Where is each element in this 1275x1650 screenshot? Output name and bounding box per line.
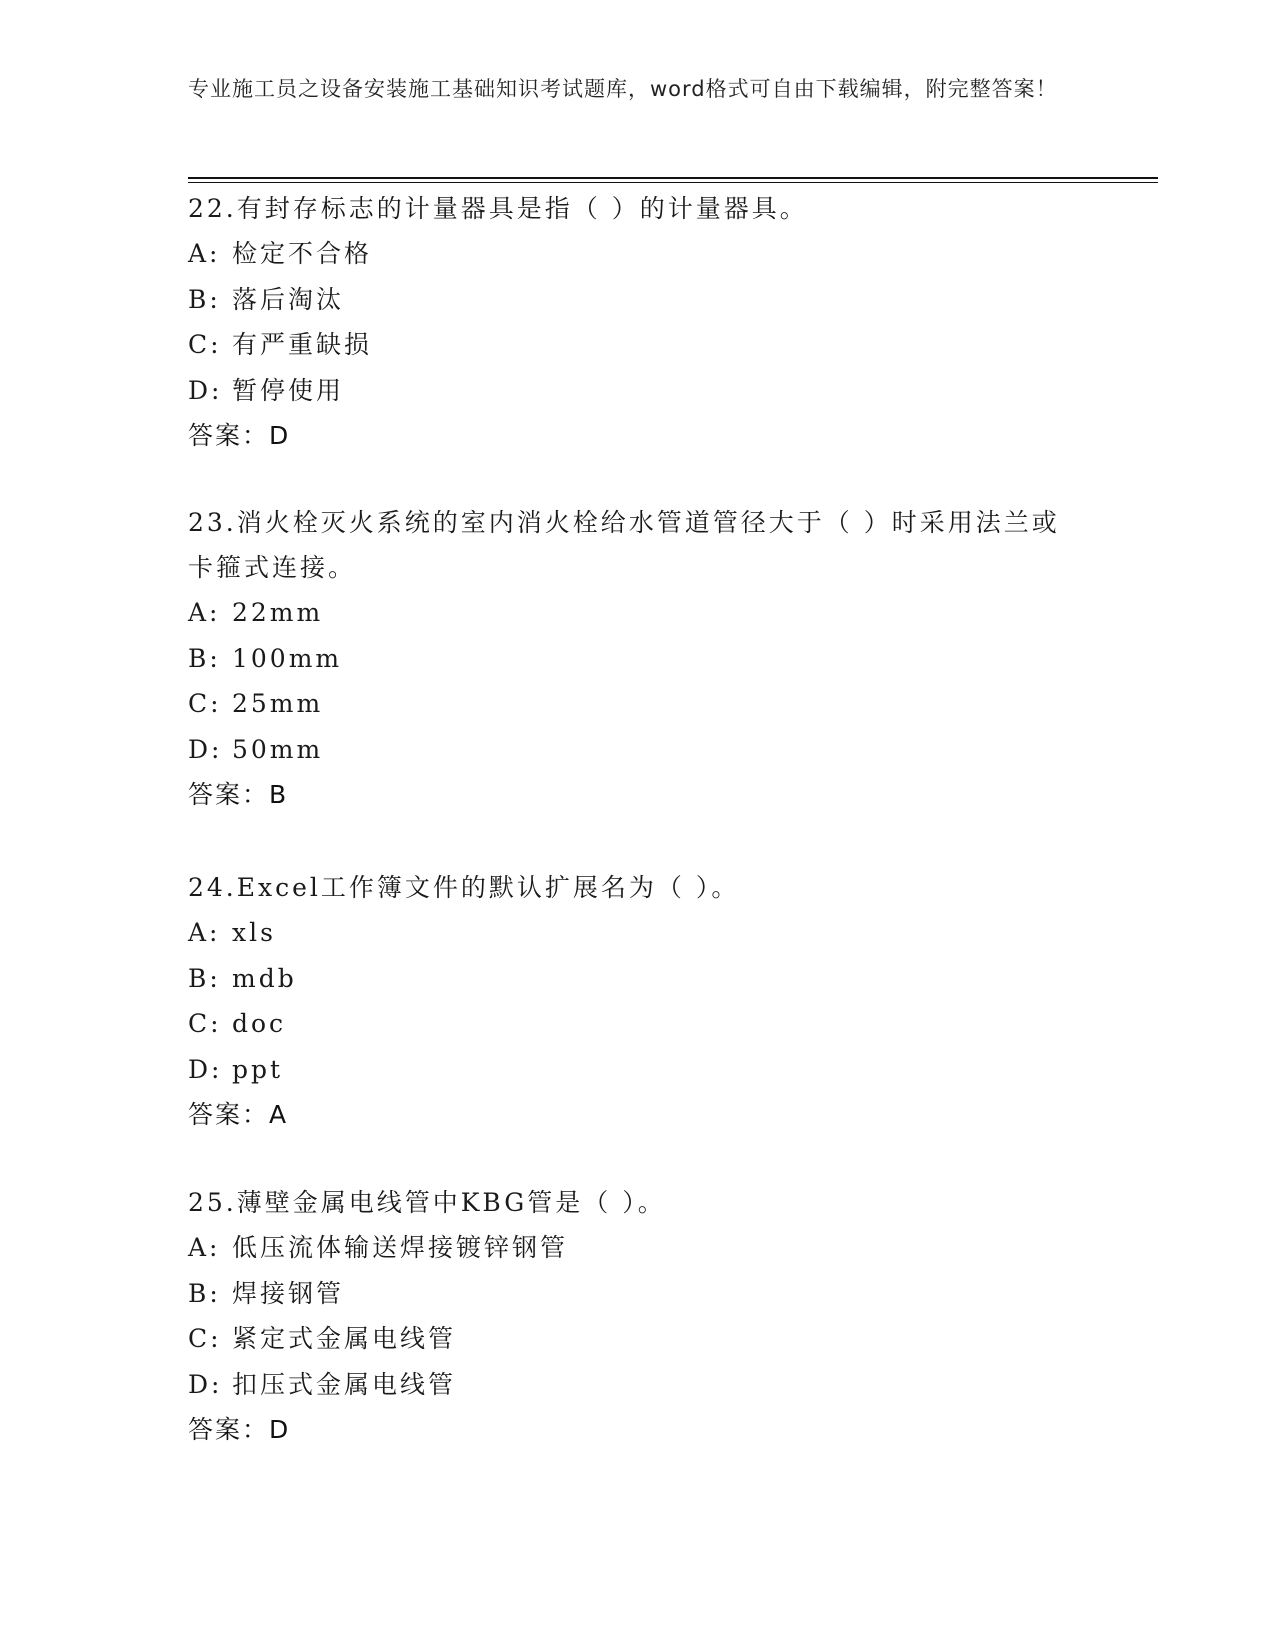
option-letter: B: xyxy=(188,643,221,673)
option-text: mdb xyxy=(232,963,297,993)
option-b xyxy=(188,1271,1078,1317)
option-letter: D: xyxy=(188,734,223,764)
option-c xyxy=(188,322,1078,368)
option-text: 焊接钢管 xyxy=(232,1278,345,1308)
question-stem: 25.薄壁金属电线管中KBG管是（ ）。 xyxy=(188,1188,666,1217)
option-letter: B: xyxy=(188,284,221,314)
option-letter: A: xyxy=(188,918,221,947)
option-letter: A: xyxy=(188,239,221,268)
option-letter: A: xyxy=(188,1233,221,1262)
option-a xyxy=(188,590,1078,636)
option-b xyxy=(188,956,1078,1002)
option-text: 25mm xyxy=(232,689,324,718)
option-text: 扣压式金属电线管 xyxy=(232,1369,457,1399)
question-stem: 23.消火栓灭火系统的室内消火栓给水管道管径大于（ ）时采用法兰或卡箍式连接。 xyxy=(188,508,1060,582)
option-text: doc xyxy=(232,1009,287,1038)
option-d xyxy=(188,368,1078,414)
question-stem: 22.有封存标志的计量器具是指（ ）的计量器具。 xyxy=(188,194,808,223)
page-header xyxy=(188,72,1068,106)
option-text: 有严重缺损 xyxy=(232,330,373,359)
option-d xyxy=(188,727,1078,773)
option-text: 50mm xyxy=(232,734,324,764)
option-text: 落后淘汰 xyxy=(232,284,345,314)
option-b xyxy=(188,636,1078,682)
option-text: ppt xyxy=(232,1054,284,1084)
question-22 xyxy=(188,186,1078,458)
header-divider-thin xyxy=(188,182,1158,183)
question-stem: 24.Excel工作簿文件的默认扩展名为（ ）。 xyxy=(188,873,740,902)
option-letter: C: xyxy=(188,330,222,359)
option-d xyxy=(188,1047,1078,1093)
option-b xyxy=(188,277,1078,323)
option-letter: C: xyxy=(188,689,222,718)
option-letter: C: xyxy=(188,1009,222,1038)
option-text: 暂停使用 xyxy=(232,375,345,405)
question-25 xyxy=(188,1180,1078,1452)
option-letter: D: xyxy=(188,375,223,405)
option-text: 紧定式金属电线管 xyxy=(232,1324,457,1353)
answer-text: 答案：D xyxy=(188,421,291,450)
option-letter: D: xyxy=(188,1054,223,1084)
option-text: 低压流体输送焊接镀锌钢管 xyxy=(232,1233,569,1262)
option-c xyxy=(188,681,1078,727)
header-divider xyxy=(188,177,1158,179)
option-c xyxy=(188,1316,1078,1362)
header-text: 专业施工员之设备安装施工基础知识考试题库，word格式可自由下载编辑，附完整答案！ xyxy=(188,77,1058,101)
answer-text: 答案：D xyxy=(188,1415,291,1444)
option-c xyxy=(188,1001,1078,1047)
question-24 xyxy=(188,865,1078,1137)
option-text: xls xyxy=(232,918,276,947)
option-a xyxy=(188,910,1078,956)
option-text: 检定不合格 xyxy=(232,239,373,268)
option-letter: D: xyxy=(188,1369,223,1399)
option-letter: B: xyxy=(188,963,221,993)
option-letter: A: xyxy=(188,598,221,627)
question-23 xyxy=(188,500,1078,817)
option-letter: C: xyxy=(188,1324,222,1353)
answer-text: 答案：B xyxy=(188,780,289,809)
option-a xyxy=(188,1225,1078,1271)
answer-text: 答案：A xyxy=(188,1100,289,1129)
option-text: 22mm xyxy=(232,598,324,627)
option-letter: B: xyxy=(188,1278,221,1308)
option-a xyxy=(188,231,1078,277)
option-d xyxy=(188,1362,1078,1408)
option-text: 100mm xyxy=(232,643,343,673)
